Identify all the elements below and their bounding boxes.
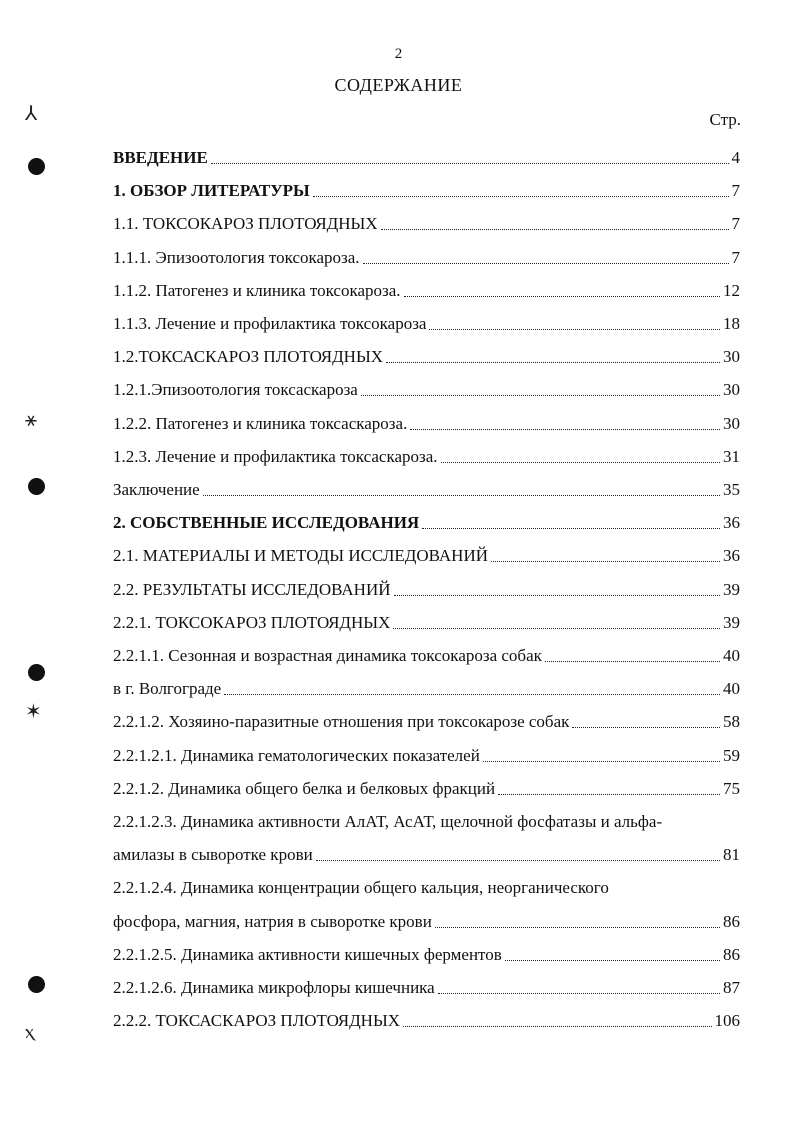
toc-entry bbox=[113, 503, 740, 533]
toc-entry-label: 1.1.3. Лечение и профилактика токсокароза bbox=[113, 314, 427, 333]
dot-leader bbox=[393, 612, 720, 629]
toc-entry-label: 2.2.1.2. Хозяино-паразитные отношения при токсокарозе собак bbox=[113, 712, 570, 732]
toc-entry-label: 2.2.1.2. Динамика общего белка и белковых фракций bbox=[113, 778, 496, 798]
toc-entry-label: 2.2.1.2.1. Динамика гематологических показателей bbox=[113, 745, 480, 765]
toc-entry-page: 39 bbox=[723, 612, 740, 632]
dot-leader bbox=[572, 711, 720, 728]
dot-leader bbox=[316, 844, 720, 861]
dot-leader bbox=[211, 147, 729, 164]
toc-entry-page: 40 bbox=[723, 646, 740, 665]
toc-entry bbox=[113, 271, 740, 301]
toc-entry-label: в г. Волгограде bbox=[113, 679, 222, 699]
toc-entry-label: ВВЕДЕНИЕ bbox=[113, 148, 208, 167]
toc-entry bbox=[113, 603, 740, 633]
dot-leader bbox=[505, 944, 720, 961]
toc-entry-page: 36 bbox=[723, 513, 740, 533]
toc-entry-label: амилазы в сыворотке крови bbox=[113, 845, 313, 865]
toc-entry bbox=[113, 337, 740, 367]
toc-entry-label: 2.2. РЕЗУЛЬТАТЫ ИССЛЕДОВАНИЙ bbox=[113, 579, 391, 599]
page-title: СОДЕРЖАНИЕ bbox=[334, 75, 463, 95]
toc-entry-page: 40 bbox=[723, 679, 740, 699]
toc-entry bbox=[113, 404, 740, 434]
toc-entry bbox=[113, 702, 740, 732]
toc-entry-label: 1.1.1. Эпизоотология токсокароза. bbox=[113, 247, 360, 267]
toc-entry-label: Заключение bbox=[113, 480, 200, 499]
toc-entry bbox=[113, 636, 740, 666]
dot-leader bbox=[435, 911, 720, 928]
toc-entry bbox=[113, 1001, 740, 1031]
toc-entry bbox=[113, 669, 740, 699]
dot-leader bbox=[403, 1010, 711, 1027]
dot-leader bbox=[404, 280, 720, 297]
dot-leader bbox=[429, 313, 720, 330]
toc-entry-label: 2.2.1.2.4. Динамика концентрации общего кальция, неорганического bbox=[113, 878, 609, 898]
toc-entry-page: 7 bbox=[731, 247, 740, 267]
toc-entry-page: 30 bbox=[723, 413, 740, 433]
toc-entry-label: 1.1. ТОКСОКАРОЗ ПЛОТОЯДНЫХ bbox=[113, 214, 378, 234]
toc-entry bbox=[113, 437, 740, 467]
page-column-label: Стр. bbox=[709, 110, 741, 129]
toc-entry-page: 86 bbox=[723, 944, 740, 964]
margin-hole bbox=[28, 158, 45, 175]
dot-leader bbox=[491, 545, 720, 562]
dot-leader bbox=[394, 579, 721, 596]
toc-entry-label: 1.1.2. Патогенез и клиника токсокароза. bbox=[113, 280, 401, 300]
toc-entry-page: 36 bbox=[723, 546, 740, 566]
toc-entry bbox=[113, 171, 740, 201]
margin-mark: ✶ bbox=[25, 701, 42, 723]
margin-mark: ⚹ bbox=[25, 409, 37, 431]
toc-entry-page: 87 bbox=[723, 978, 740, 997]
toc-entry-label: 2.2.1.2.3. Динамика активности АлАТ, АсАТ, щелочной фосфатазы и альфа- bbox=[113, 812, 663, 831]
toc-entry-label: 2.2.1.2.5. Динамика активности кишечных ферментов bbox=[113, 944, 502, 964]
dot-leader bbox=[381, 213, 729, 230]
toc-entry-label: 1.2.1.Эпизоотология токсаскароза bbox=[113, 380, 358, 400]
dot-leader bbox=[498, 778, 720, 795]
toc-entry-page: 58 bbox=[723, 712, 740, 732]
margin-mark: ⲭ bbox=[25, 1021, 35, 1043]
dot-leader bbox=[422, 512, 720, 529]
toc-entry bbox=[113, 238, 740, 268]
toc-entry-page: 81 bbox=[723, 845, 740, 865]
toc-entry-label: 1.2.2. Патогенез и клиника токсаскароза. bbox=[113, 413, 408, 433]
toc-entry bbox=[113, 935, 740, 965]
toc-entry-page: 7 bbox=[731, 181, 740, 201]
margin-hole bbox=[28, 664, 45, 681]
toc-entry-label: фосфора, магния, натрия в сыворотке крови bbox=[113, 911, 432, 931]
toc-entry bbox=[113, 736, 740, 766]
margin-hole bbox=[28, 976, 45, 993]
toc-entry-label: 1.2.3. Лечение и профилактика токсаскароза. bbox=[113, 446, 438, 466]
margin-mark: ⅄ bbox=[25, 103, 38, 125]
toc-entry bbox=[113, 536, 740, 566]
toc-entry-page: 30 bbox=[723, 347, 740, 367]
dot-leader bbox=[665, 812, 737, 828]
toc-entry-page: 31 bbox=[723, 446, 740, 466]
toc-entry-page: 30 bbox=[723, 380, 740, 400]
toc-entry-label: 1.2.ТОКСАСКАРОЗ ПЛОТОЯДНЫХ bbox=[113, 347, 384, 367]
toc-entry bbox=[113, 868, 740, 898]
dot-leader bbox=[313, 180, 729, 197]
toc-entry bbox=[113, 470, 740, 500]
toc-entry bbox=[113, 204, 740, 234]
toc-entry-page: 106 bbox=[714, 1011, 740, 1031]
toc-entry-page: 35 bbox=[723, 480, 740, 499]
toc-entry-label: 2.2.1. ТОКСОКАРОЗ ПЛОТОЯДНЫХ bbox=[113, 612, 391, 632]
dot-leader bbox=[203, 479, 720, 496]
toc-entry-page: 12 bbox=[723, 280, 740, 300]
dot-leader bbox=[545, 645, 720, 662]
toc-entry bbox=[113, 802, 740, 832]
toc-entry-page: 4 bbox=[731, 148, 740, 167]
toc-entry-page: 59 bbox=[723, 745, 740, 765]
dot-leader bbox=[363, 247, 729, 264]
dot-leader bbox=[483, 745, 720, 762]
toc-entry bbox=[113, 968, 740, 998]
toc-entry bbox=[113, 570, 740, 600]
toc-entry-page: 86 bbox=[723, 911, 740, 931]
toc-entry bbox=[113, 138, 740, 168]
page-number: 2 bbox=[394, 46, 403, 62]
toc-entry bbox=[113, 304, 740, 334]
toc-entry-label: 2.2.1.2.6. Динамика микрофлоры кишечника bbox=[113, 978, 435, 997]
toc-entry bbox=[113, 902, 740, 932]
toc-entry bbox=[113, 769, 740, 799]
toc-entry-page: 18 bbox=[723, 314, 740, 333]
dot-leader bbox=[612, 878, 737, 894]
toc-entry bbox=[113, 370, 740, 400]
toc-entry bbox=[113, 835, 740, 865]
toc-entry-label: 2. СОБСТВЕННЫЕ ИССЛЕДОВАНИЯ bbox=[113, 513, 420, 533]
toc-entry-label: 2.2.1.1. Сезонная и возрастная динамика токсокароза собак bbox=[113, 646, 542, 665]
toc-entry-label: 2.1. МАТЕРИАЛЫ И МЕТОДЫ ИССЛЕДОВАНИЙ bbox=[113, 546, 489, 566]
toc-entry-page: 39 bbox=[723, 579, 740, 599]
dot-leader bbox=[224, 678, 720, 695]
toc-entry-label: 1. ОБЗОР ЛИТЕРАТУРЫ bbox=[113, 181, 310, 201]
dot-leader bbox=[410, 413, 720, 430]
dot-leader bbox=[386, 346, 720, 363]
toc-entry-page: 7 bbox=[731, 214, 740, 234]
margin-hole bbox=[28, 478, 45, 495]
toc-entry-page: 75 bbox=[723, 778, 740, 798]
dot-leader bbox=[361, 379, 720, 396]
toc-entry-label: 2.2.2. ТОКСАСКАРОЗ ПЛОТОЯДНЫХ bbox=[113, 1011, 401, 1031]
dot-leader bbox=[438, 977, 720, 994]
dot-leader bbox=[441, 446, 720, 463]
